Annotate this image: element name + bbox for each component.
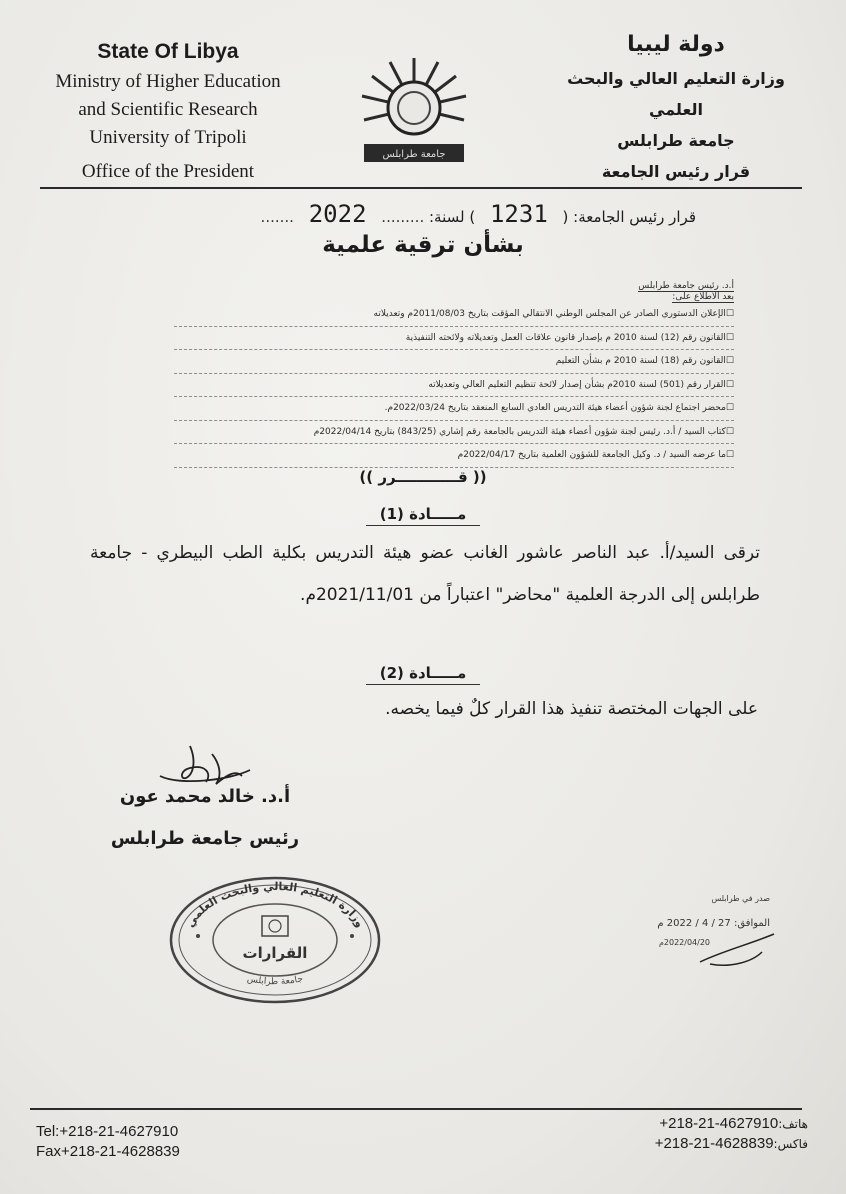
incoming-line-1: صدر في طرابلس (711, 894, 770, 903)
office-name-ar: قرار رئيس الجامعة (601, 162, 751, 181)
decision-year-dots-2: ....... (260, 208, 294, 226)
emblem-label: جامعة طرابلس (382, 149, 446, 160)
university-name-en: University of Tripoli (89, 127, 247, 148)
decides-heading: (( قــــــــــــرر )) (359, 468, 487, 486)
preamble-item: ☐ القرار رقم (501) لسنة 2010م بشأن إصدار لائحة تنظيم التعليم العالي وتعديلاته (174, 374, 734, 398)
decision-year-label: ) لسنة: (424, 208, 476, 226)
decision-label: قرار رئيس الجامعة: ( (562, 208, 696, 226)
header-divider (40, 187, 802, 189)
preamble-item: ☐ الإعلان الدستوري الصادر عن المجلس الوطني الانتقالي المؤقت بتاريخ 2011/08/03م وتعديلاته (174, 303, 734, 327)
footer-contact-en (36, 1122, 180, 1162)
decision-year-dots: ......... (381, 208, 425, 226)
ministry-name-ar: وزارة التعليم العالي والبحث العلمي (567, 69, 785, 119)
preamble-item: ☐ كتاب السيد / أ.د. رئيس لجنة شؤون أعضاء هيئة التدريس بالجامعة رقم إشاري (843/25) بتاريخ 2022/04/14م (174, 421, 734, 445)
footer-tel-en: Tel:+218-21-4627910 (36, 1123, 179, 1140)
footer-divider (30, 1108, 802, 1110)
svg-text:وزارة التعليم العالي والبحث ال (183, 880, 366, 930)
university-emblem-icon (356, 48, 472, 168)
incoming-date-stamp (620, 892, 780, 972)
preamble-item: ☐ القانون رقم (12) لسنة 2010 م بإصدار قانون علاقات العمل وتعديلاته ولائحته التنفيذية (174, 327, 734, 351)
article-2-text: على الجهات المختصة تنفيذ هذا القرار كلٌ فيما يخصه. (385, 699, 758, 719)
preamble-heading: أ.د. رئيس جامعة طرابلس (638, 281, 734, 291)
office-name-en: Office of the President (81, 161, 255, 182)
footer-fax-en: Fax+218-21-4628839 (36, 1143, 180, 1160)
ministry-name-en: Ministry of Higher Education (55, 71, 281, 92)
decision-number: 1231 (489, 200, 548, 228)
preamble-item: ☐ محضر اجتماع لجنة شؤون أعضاء هيئة التدريس العادي السابع المنعقد بتاريخ 2022/03/24م. (174, 397, 734, 421)
incoming-line-3: 2022/04/20م (658, 938, 710, 947)
seal-ring-top: وزارة التعليم العالي والبحث العلمي (183, 879, 367, 930)
country-name-ar: دولة ليبيا (627, 32, 725, 57)
incoming-line-2: الموافق: 27 / 4 / 2022 م (657, 918, 770, 929)
initials-scrawl-icon (690, 922, 780, 972)
article-1-title: مـــــادة (1) (0, 505, 846, 523)
footer-fax-label: :فاكس (773, 1137, 808, 1151)
decision-subject: بشأن ترقية علمية (322, 232, 524, 258)
article-2-title: مـــــادة (2) (0, 664, 846, 682)
article-1-text: ترقى السيد/أ. عبد الناصر عاشور الغانب عضو هيئة التدريس بكلية الطب البيطري - جامعة طرابلس إلى الدرجة العلمية "محاضر" اعتباراً من 2021/11/01م. (90, 543, 760, 605)
preamble-item: ☐ ما عرضه السيد / د. وكيل الجامعة للشؤون العلمية بتاريخ 2022/04/17م (174, 444, 734, 468)
signatory-name: أ.د. خالد محمد عون (119, 786, 291, 807)
seal-center-text: القرارات (242, 944, 308, 962)
signatory-title: رئيس جامعة طرابلس (110, 828, 300, 849)
seal-ring-bottom: جامعة طرابلس (246, 974, 304, 988)
university-name-ar: جامعة طرابلس (617, 131, 735, 150)
decision-year: 2022 (308, 200, 367, 228)
preamble (174, 281, 734, 468)
footer-contact-ar (655, 1114, 808, 1154)
preamble-item: ☐ القانون رقم (18) لسنة 2010 م بشأن التعليم (174, 350, 734, 374)
preamble-subheading: بعد الاطلاع على: (672, 292, 734, 302)
footer-fax-ar: +218-21-4628839 (654, 1135, 774, 1152)
header-english (18, 40, 318, 186)
footer-tel-label: :هاتف (778, 1117, 808, 1131)
footer-tel-ar: +218-21-4627910 (659, 1115, 779, 1132)
header-arabic (546, 32, 806, 187)
ministry-name-en-2: and Scientific Research (78, 99, 258, 120)
country-name-en: State Of Libya (97, 40, 239, 63)
decision-line (261, 200, 696, 228)
official-seal-icon (168, 876, 382, 1004)
